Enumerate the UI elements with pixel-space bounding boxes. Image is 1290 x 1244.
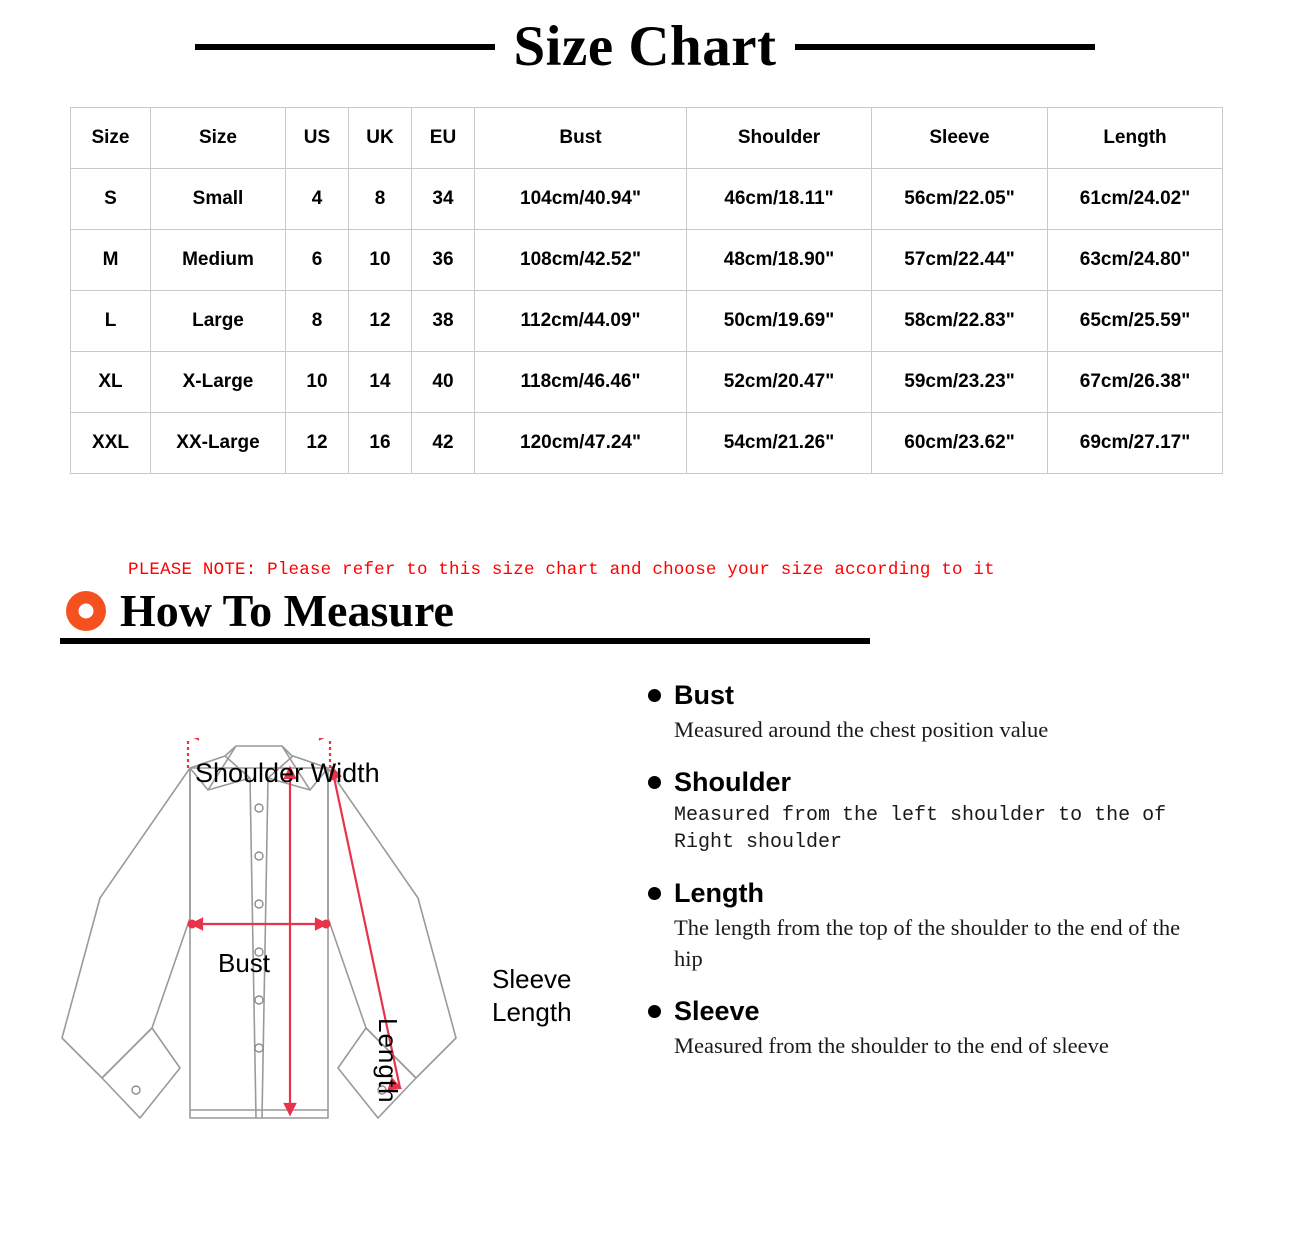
table-cell: 69cm/27.17" xyxy=(1048,413,1223,474)
measure-item-head xyxy=(640,996,1240,1027)
table-cell: 14 xyxy=(349,352,412,413)
measure-item-body: Measured around the chest position value xyxy=(674,717,1049,742)
bullet-dot-icon xyxy=(648,776,661,789)
table-header-cell: Size xyxy=(151,108,286,169)
how-to-measure-heading xyxy=(66,585,1290,636)
measure-item-sleeve xyxy=(640,996,1240,1061)
table-header-cell: US xyxy=(286,108,349,169)
table-cell: XXL xyxy=(71,413,151,474)
table-cell: 12 xyxy=(286,413,349,474)
table-cell: 10 xyxy=(286,352,349,413)
table-cell: 52cm/20.47" xyxy=(687,352,872,413)
table-cell: 104cm/40.94" xyxy=(475,169,687,230)
page-title-row xyxy=(0,0,1290,79)
bullet-dot-icon xyxy=(648,1005,661,1018)
table-cell: 42 xyxy=(412,413,475,474)
table-row xyxy=(71,291,1223,352)
table-cell: 54cm/21.26" xyxy=(687,413,872,474)
page-title: Size Chart xyxy=(513,15,777,78)
table-row xyxy=(71,352,1223,413)
label-bust: Bust xyxy=(218,948,271,978)
table-cell: 38 xyxy=(412,291,475,352)
measurement-lines xyxy=(188,738,400,1114)
label-sleeve-length xyxy=(492,963,572,1028)
table-cell: 56cm/22.05" xyxy=(872,169,1048,230)
table-cell: 60cm/23.62" xyxy=(872,413,1048,474)
measure-descriptions xyxy=(640,658,1240,1084)
measure-item-title: Sleeve xyxy=(674,996,760,1027)
table-cell: 10 xyxy=(349,230,412,291)
table-cell: Large xyxy=(151,291,286,352)
table-cell: S xyxy=(71,169,151,230)
measure-item-title: Length xyxy=(674,878,764,909)
table-cell: 108cm/42.52" xyxy=(475,230,687,291)
table-header-cell: UK xyxy=(349,108,412,169)
title-rule-left xyxy=(195,44,495,50)
table-header-cell: Shoulder xyxy=(687,108,872,169)
label-length: Length xyxy=(373,1018,403,1104)
measure-item-length xyxy=(640,878,1240,974)
table-cell: 67cm/26.38" xyxy=(1048,352,1223,413)
title-rule-right xyxy=(795,44,1095,50)
measure-item-title: Bust xyxy=(674,680,734,710)
table-cell: 58cm/22.83" xyxy=(872,291,1048,352)
table-cell: 120cm/47.24" xyxy=(475,413,687,474)
table-cell: 61cm/24.02" xyxy=(1048,169,1223,230)
table-cell: Small xyxy=(151,169,286,230)
table-cell: 63cm/24.80" xyxy=(1048,230,1223,291)
table-row xyxy=(71,413,1223,474)
table-cell: 8 xyxy=(349,169,412,230)
table-cell: 36 xyxy=(412,230,475,291)
table-cell: L xyxy=(71,291,151,352)
how-to-measure-title: How To Measure xyxy=(120,585,454,636)
label-shoulder-width: Shoulder Width xyxy=(195,758,380,788)
label-sleeve-length-line2: Length xyxy=(492,996,572,1027)
table-cell: 112cm/44.09" xyxy=(475,291,687,352)
size-table xyxy=(70,107,1223,474)
table-cell: 8 xyxy=(286,291,349,352)
table-cell: 46cm/18.11" xyxy=(687,169,872,230)
table-cell: 34 xyxy=(412,169,475,230)
table-cell: 48cm/18.90" xyxy=(687,230,872,291)
table-row xyxy=(71,169,1223,230)
table-cell: 118cm/46.46" xyxy=(475,352,687,413)
measure-item-bust xyxy=(640,680,1240,745)
measure-item-head xyxy=(640,767,1240,798)
table-cell: 57cm/22.44" xyxy=(872,230,1048,291)
table-cell: XX-Large xyxy=(151,413,286,474)
table-header-cell: Size xyxy=(71,108,151,169)
table-cell: 40 xyxy=(412,352,475,413)
table-cell: 4 xyxy=(286,169,349,230)
table-header-cell: EU xyxy=(412,108,475,169)
table-header-cell: Bust xyxy=(475,108,687,169)
table-cell: 16 xyxy=(349,413,412,474)
measure-item-body: The length from the top of the shoulder to the end of the hip xyxy=(674,915,1181,971)
bullet-dot-icon xyxy=(648,689,661,702)
table-cell: 65cm/25.59" xyxy=(1048,291,1223,352)
table-cell: 50cm/19.69" xyxy=(687,291,872,352)
table-cell: XL xyxy=(71,352,151,413)
table-header-cell: Sleeve xyxy=(872,108,1048,169)
please-note-text: PLEASE NOTE: Please refer to this size chart and choose your size according to it xyxy=(128,560,995,580)
measure-item-head xyxy=(640,878,1240,909)
label-sleeve-length-line1: Sleeve xyxy=(492,964,572,994)
table-header-cell: Length xyxy=(1048,108,1223,169)
shirt-illustration-svg xyxy=(40,738,600,1178)
table-cell: Medium xyxy=(151,230,286,291)
how-to-measure-body xyxy=(0,658,1290,1104)
table-cell: M xyxy=(71,230,151,291)
size-table-wrap xyxy=(70,107,1220,474)
table-cell: 59cm/23.23" xyxy=(872,352,1048,413)
bullet-dot-icon xyxy=(648,887,661,900)
measure-item-head xyxy=(640,680,1240,711)
measure-item-body: Measured from the left shoulder to the of Right shoulder xyxy=(674,804,1167,855)
ring-bullet-icon xyxy=(66,591,106,631)
table-row xyxy=(71,230,1223,291)
table-cell: 6 xyxy=(286,230,349,291)
shirt-diagram xyxy=(0,658,640,1104)
measure-item-shoulder xyxy=(640,767,1240,856)
table-cell: 12 xyxy=(349,291,412,352)
table-header-row xyxy=(71,108,1223,169)
measure-item-body: Measured from the shoulder to the end of sleeve xyxy=(674,1033,1109,1059)
table-cell: X-Large xyxy=(151,352,286,413)
measure-item-title: Shoulder xyxy=(674,767,792,798)
how-to-measure-underline xyxy=(60,638,870,644)
